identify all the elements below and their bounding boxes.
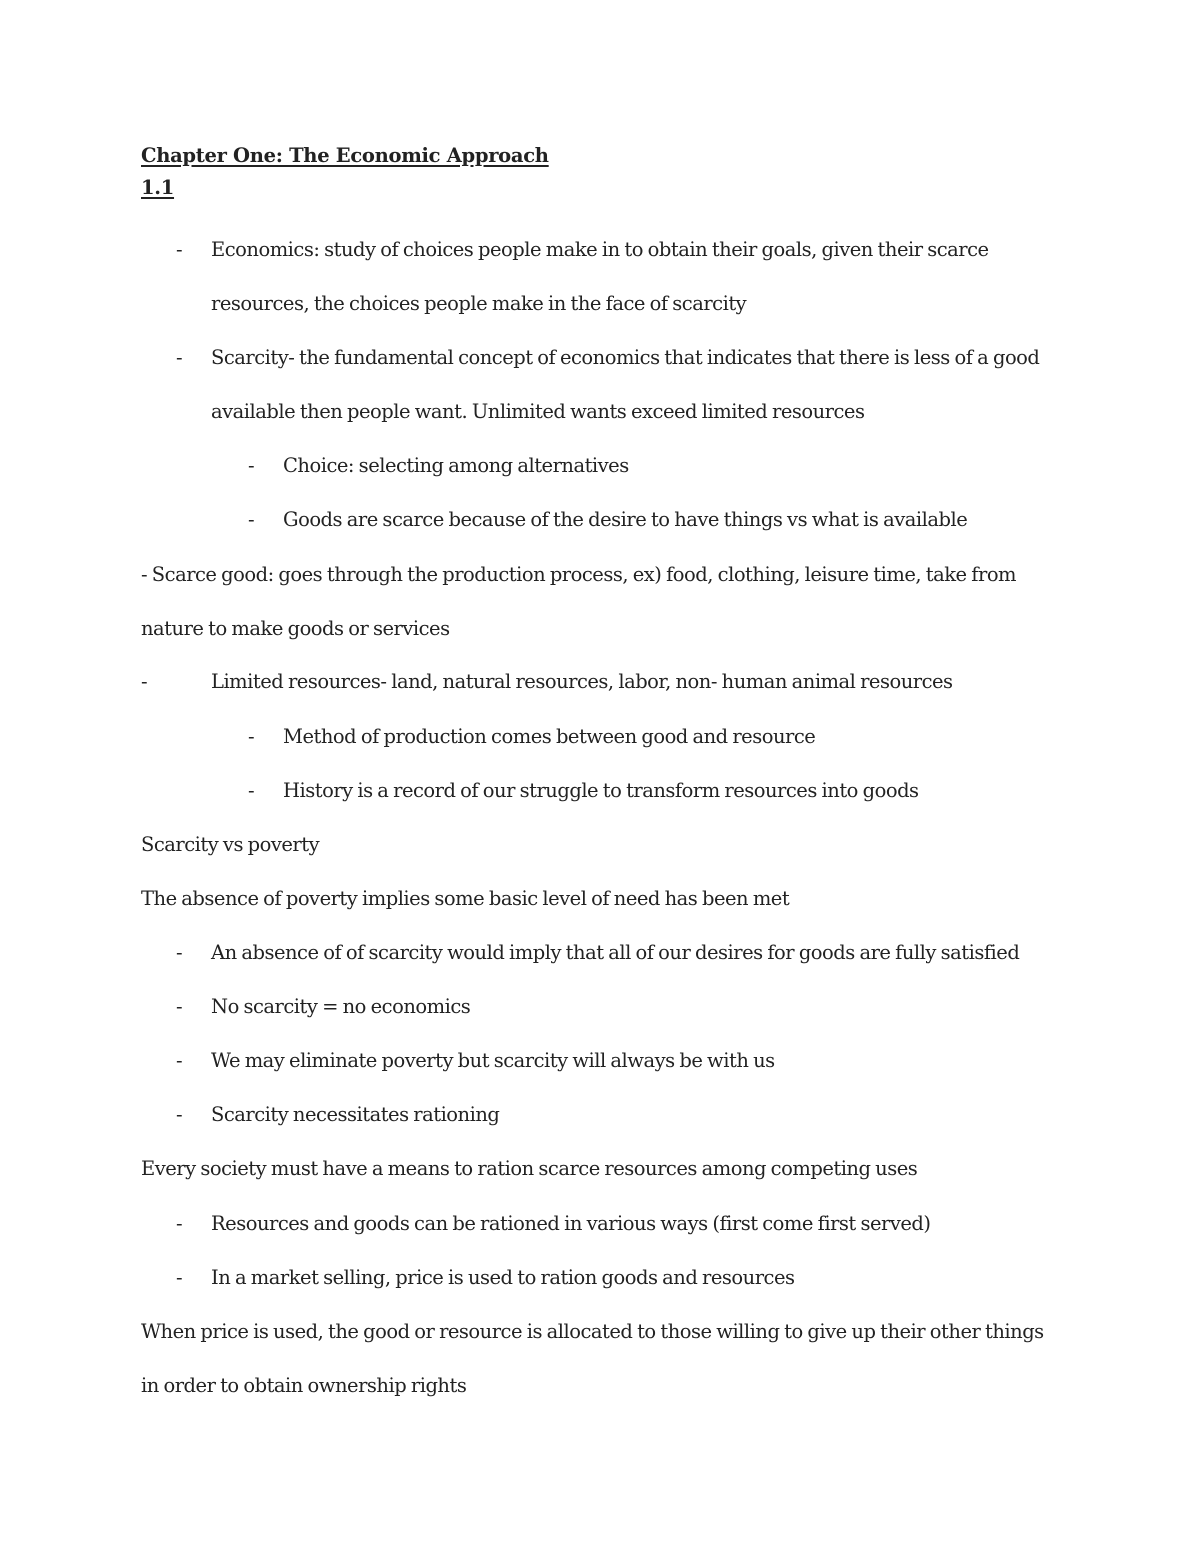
- text-line: The absence of poverty implies some basic level of need has been met: [141, 887, 790, 910]
- text-line: Economics: study of choices people make in to obtain their goals, given their scarce: [211, 238, 989, 261]
- section-number: 1.1: [141, 176, 175, 199]
- bullet-marker: -: [176, 1103, 183, 1126]
- bullet-marker: -: [176, 995, 183, 1018]
- text-line: Every society must have a means to ration scarce resources among competing uses: [141, 1157, 918, 1180]
- bullet-marker: -: [176, 1212, 183, 1235]
- text-line: Scarcity- the fundamental concept of economics that indicates that there is less of a good: [211, 346, 1040, 369]
- bullet-marker: -: [176, 346, 183, 369]
- text-line: in order to obtain ownership rights: [141, 1374, 467, 1397]
- text-line: History is a record of our struggle to transform resources into goods: [283, 779, 919, 802]
- text-line: - Scarce good: goes through the production process, ex) food, clothing, leisure time, take from: [141, 563, 1017, 586]
- text-line: Goods are scarce because of the desire to have things vs what is available: [283, 508, 968, 531]
- text-line: resources, the choices people make in the face of scarcity: [211, 292, 747, 315]
- bullet-marker: -: [176, 941, 183, 964]
- bullet-marker: -: [141, 670, 148, 693]
- text-line: Choice: selecting among alternatives: [283, 454, 629, 477]
- text-line: When price is used, the good or resource is allocated to those willing to give up their other things: [141, 1320, 1044, 1343]
- text-line: Method of production comes between good and resource: [283, 725, 816, 748]
- bullet-marker: -: [176, 238, 183, 261]
- bullet-marker: -: [248, 725, 255, 748]
- document-title: Chapter One: The Economic Approach: [141, 144, 549, 167]
- text-line: Resources and goods can be rationed in various ways (first come first served): [211, 1212, 931, 1235]
- text-line: Scarcity necessitates rationing: [211, 1103, 500, 1126]
- text-line: An absence of of scarcity would imply that all of our desires for goods are fully satisfied: [211, 941, 1020, 964]
- text-line: We may eliminate poverty but scarcity will always be with us: [211, 1049, 775, 1072]
- text-line: Limited resources- land, natural resources, labor, non- human animal resources: [211, 670, 953, 693]
- text-line: No scarcity = no economics: [211, 995, 471, 1018]
- text-line: available then people want. Unlimited wants exceed limited resources: [211, 400, 865, 423]
- bullet-marker: -: [176, 1266, 183, 1289]
- text-line: In a market selling, price is used to ration goods and resources: [211, 1266, 795, 1289]
- bullet-marker: -: [248, 508, 255, 531]
- bullet-marker: -: [248, 779, 255, 802]
- text-line: nature to make goods or services: [141, 617, 450, 640]
- text-line: Scarcity vs poverty: [141, 833, 320, 856]
- bullet-marker: -: [176, 1049, 183, 1072]
- bullet-marker: -: [248, 454, 255, 477]
